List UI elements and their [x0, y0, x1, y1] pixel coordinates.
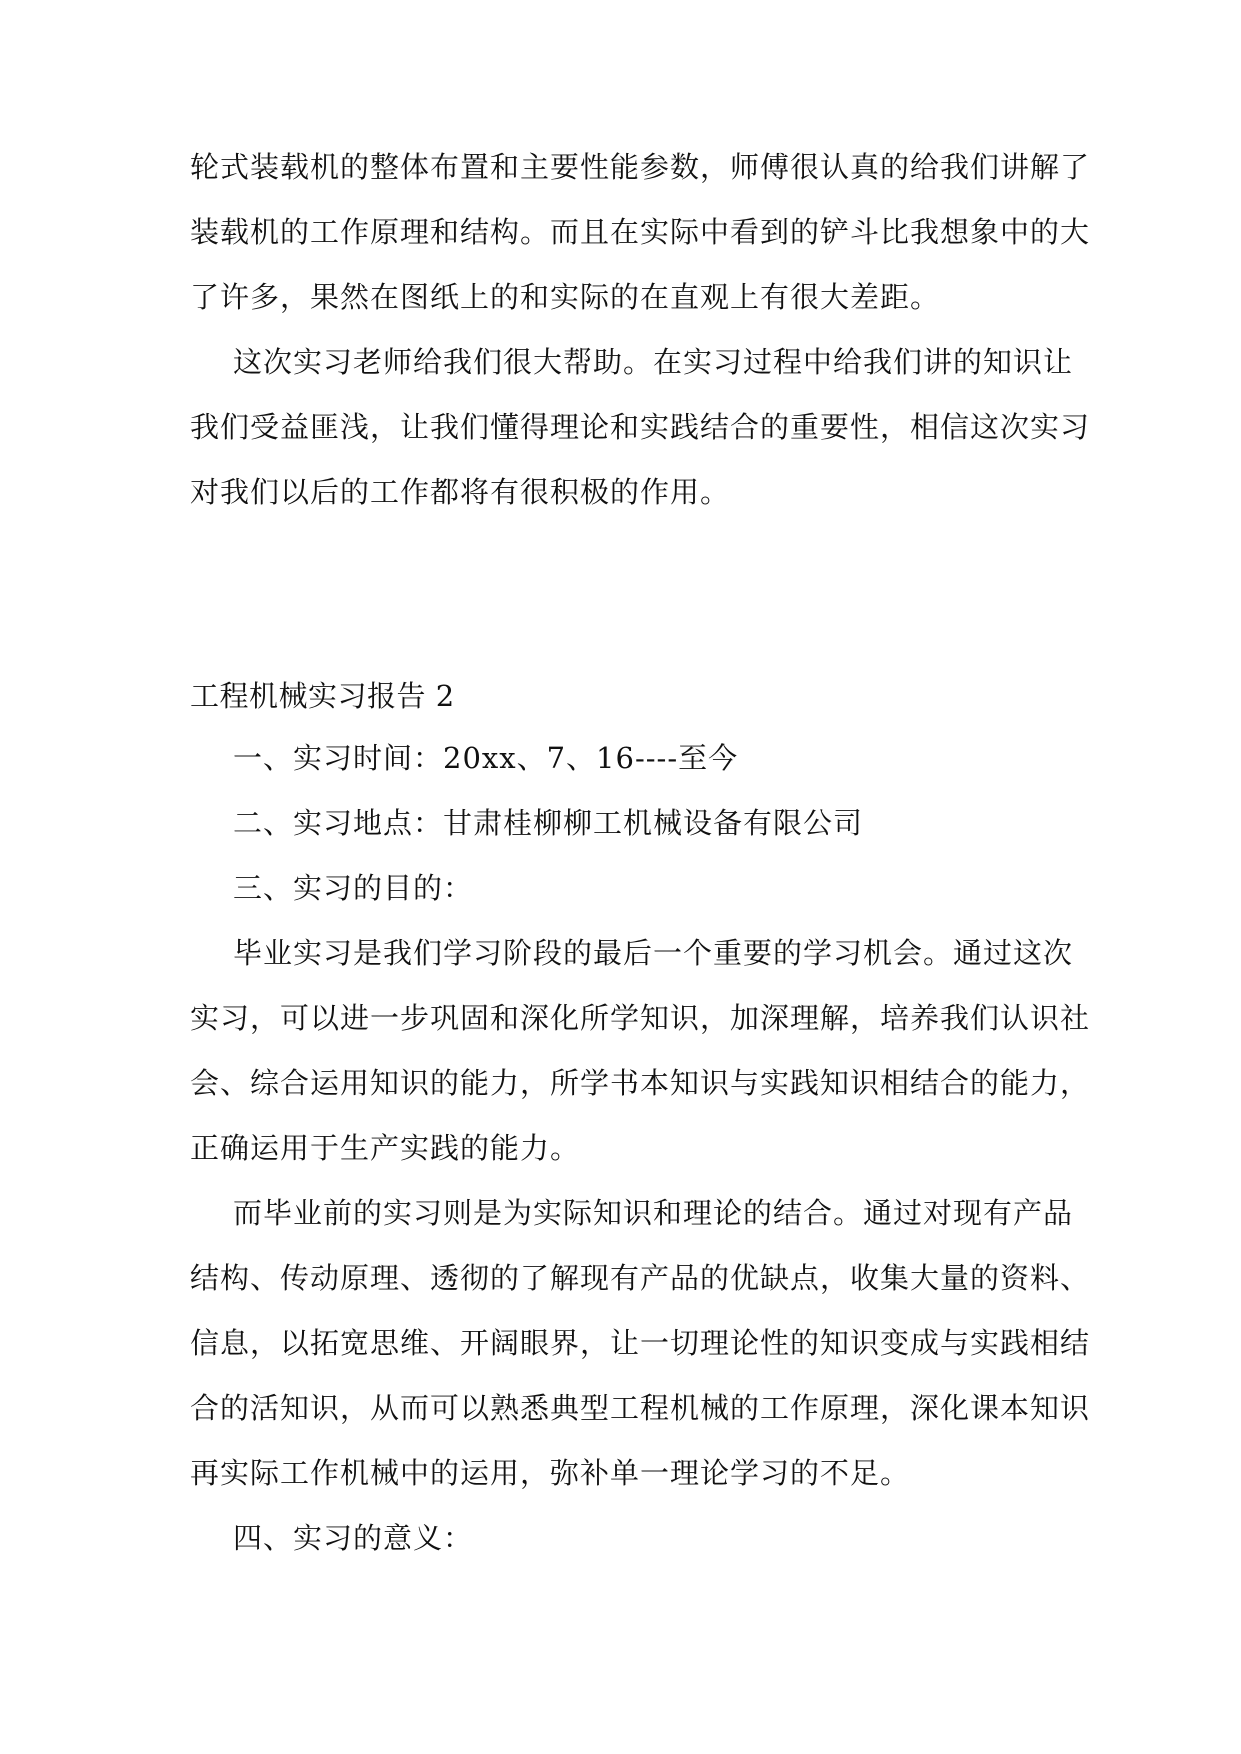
paragraph-line: 对我们以后的工作都将有很积极的作用。 [190, 475, 731, 509]
paragraph-line: 这次实习老师给我们很大帮助。在实习过程中给我们讲的知识让 [233, 345, 1074, 379]
paragraph-line: 正确运用于生产实践的能力。 [190, 1131, 581, 1165]
section-title: 工程机械实习报告 2 [190, 679, 455, 713]
paragraph-line: 再实际工作机械中的运用，弥补单一理论学习的不足。 [190, 1456, 911, 1490]
list-item-time: 一、实习时间：20xx、7、16----至今 [233, 741, 739, 775]
paragraph-line: 实习，可以进一步巩固和深化所学知识，加深理解，培养我们认识社 [190, 1001, 1091, 1035]
paragraph-line: 轮式装载机的整体布置和主要性能参数，师傅很认真的给我们讲解了 [190, 150, 1091, 184]
list-item-place: 二、实习地点：甘肃桂柳柳工机械设备有限公司 [233, 806, 864, 840]
paragraph-line: 会、综合运用知识的能力，所学书本知识与实践知识相结合的能力， [190, 1066, 1091, 1100]
paragraph-line: 结构、传动原理、透彻的了解现有产品的优缺点，收集大量的资料、 [190, 1261, 1091, 1295]
paragraph-line: 信息，以拓宽思维、开阔眼界，让一切理论性的知识变成与实践相结 [190, 1326, 1091, 1360]
paragraph-line: 合的活知识，从而可以熟悉典型工程机械的工作原理，深化课本知识 [190, 1391, 1091, 1425]
paragraph-line: 我们受益匪浅，让我们懂得理论和实践结合的重要性，相信这次实习 [190, 410, 1091, 444]
paragraph-line: 毕业实习是我们学习阶段的最后一个重要的学习机会。通过这次 [233, 936, 1074, 970]
paragraph-line: 了许多，果然在图纸上的和实际的在直观上有很大差距。 [190, 280, 941, 314]
list-item-purpose: 三、实习的目的： [233, 871, 474, 905]
list-item-meaning: 四、实习的意义： [233, 1521, 474, 1555]
paragraph-line: 而毕业前的实习则是为实际知识和理论的结合。通过对现有产品 [233, 1196, 1074, 1230]
paragraph-line: 装载机的工作原理和结构。而且在实际中看到的铲斗比我想象中的大 [190, 215, 1091, 249]
